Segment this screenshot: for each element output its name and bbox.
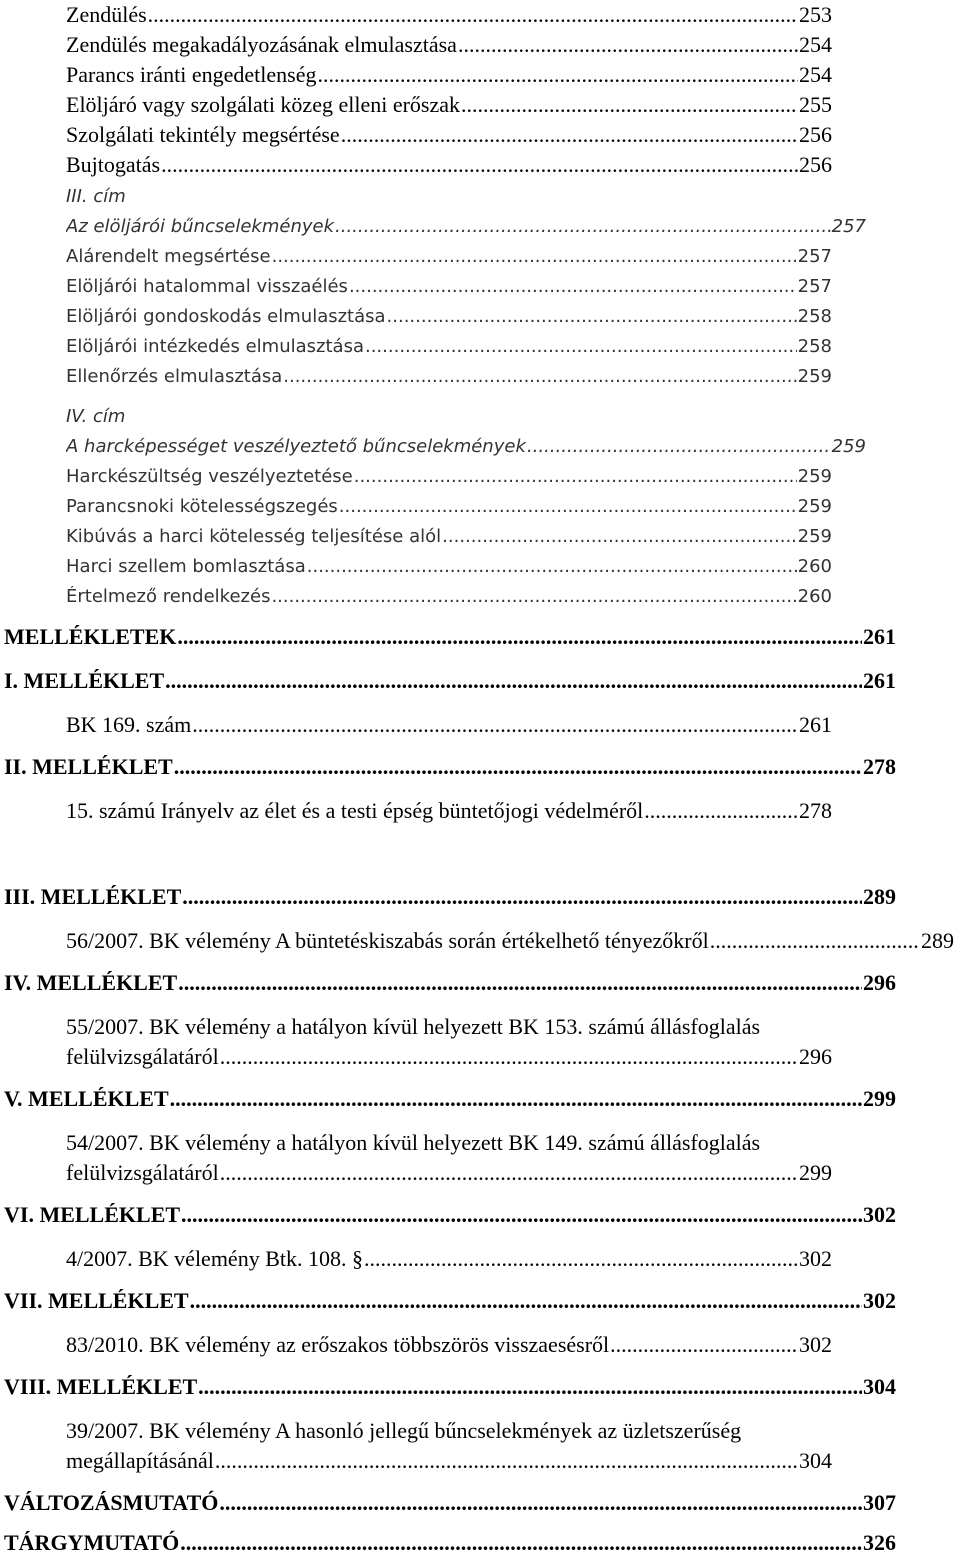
toc-entry <box>66 436 866 457</box>
toc-page-number: 307 <box>863 1490 896 1515</box>
toc-entry-text: VÁLTOZÁSMUTATÓ <box>4 1490 219 1515</box>
toc-entry <box>66 92 832 118</box>
toc-entry <box>66 246 832 267</box>
toc-page-number: 254 <box>799 32 832 57</box>
toc-page-number: 254 <box>799 62 832 87</box>
dot-leader <box>182 884 862 910</box>
toc-page-number: 302 <box>863 1202 896 1227</box>
toc-entry-text: Elöljáró vagy szolgálati közeg elleni erőszak <box>66 92 461 117</box>
dot-leader <box>339 496 797 517</box>
toc-entry-text: Alárendelt megsértése <box>66 246 271 267</box>
toc-entry <box>66 526 832 547</box>
toc-entry <box>66 466 832 487</box>
toc-page-number: 296 <box>799 1044 832 1069</box>
toc-entry-text: IV. MELLÉKLET <box>4 970 178 995</box>
toc-page-number: 261 <box>863 624 896 649</box>
dot-leader <box>220 1044 798 1070</box>
toc-entry-text: Elöljárói gondoskodás elmulasztása <box>66 306 386 327</box>
dot-leader <box>283 366 796 387</box>
toc-entry <box>66 336 832 357</box>
dot-leader <box>174 754 862 780</box>
toc-entry-text: 39/2007. BK vélemény A hasonló jellegű bűncselekmények az üzletszerűség <box>66 1418 742 1443</box>
toc-entry <box>66 276 832 297</box>
dot-leader <box>461 92 798 118</box>
toc-entry <box>4 1490 896 1516</box>
dot-leader <box>341 122 798 148</box>
toc-entry <box>66 152 832 178</box>
toc-page-number: 289 <box>863 884 896 909</box>
dot-leader <box>215 1448 798 1474</box>
toc-entry-text: Szolgálati tekintély megsértése <box>66 122 340 147</box>
toc-entry <box>66 496 832 517</box>
dot-leader <box>190 1288 862 1314</box>
toc-entry <box>66 366 832 387</box>
toc-entry <box>66 798 832 824</box>
toc-page-number: 259 <box>797 366 832 387</box>
dot-leader <box>644 798 798 824</box>
toc-entry <box>66 712 832 738</box>
dot-leader <box>219 1490 862 1516</box>
toc-entry <box>4 1086 896 1112</box>
dot-leader <box>165 668 862 694</box>
toc-entry-text: VII. MELLÉKLET <box>4 1288 189 1313</box>
dot-leader <box>349 276 797 297</box>
toc-entry-text: Zendülés megakadályozásának elmulasztása <box>66 32 457 57</box>
dot-leader <box>458 32 798 58</box>
toc-entry-text: Harci szellem bomlasztása <box>66 556 306 577</box>
dot-leader <box>354 466 797 487</box>
toc-page-number: 302 <box>863 1288 896 1313</box>
toc-page-number: 257 <box>797 246 832 267</box>
toc-entry-text: Bujtogatás <box>66 152 161 177</box>
toc-entry-text: Parancs iránti engedetlenség <box>66 62 317 87</box>
dot-leader <box>364 1246 798 1272</box>
toc-entry <box>4 884 896 910</box>
dot-leader <box>181 1202 862 1228</box>
toc-entry <box>66 216 866 237</box>
toc-entry-text: A harcképességet veszélyeztető bűncselekmények <box>66 436 526 457</box>
toc-entry-text: V. MELLÉKLET <box>4 1086 169 1111</box>
toc-page-number: 259 <box>797 526 832 547</box>
toc-entry <box>4 624 896 650</box>
toc-entry <box>66 2 832 28</box>
toc-page-number: 255 <box>799 92 832 117</box>
dot-leader <box>527 436 831 457</box>
toc-entry <box>66 928 954 954</box>
toc-entry <box>4 970 896 996</box>
toc-entry-text: felülvizsgálatáról <box>66 1160 219 1185</box>
toc-page-number: 253 <box>799 2 832 27</box>
toc-page-number: 258 <box>797 336 832 357</box>
toc-entry-text: 83/2010. BK vélemény az erőszakos többszörös visszaesésről <box>66 1332 610 1357</box>
toc-entry-text: 56/2007. BK vélemény A büntetéskiszabás során értékelhető tényezőkről <box>66 928 709 953</box>
toc-entry-text: Zendülés <box>66 2 147 27</box>
toc-page-number: 261 <box>863 668 896 693</box>
toc-entry <box>66 1160 832 1186</box>
toc-page-number: 302 <box>799 1332 832 1357</box>
dot-leader <box>387 306 797 327</box>
toc-page-number: 258 <box>797 306 832 327</box>
toc-entry <box>66 62 832 88</box>
toc-entry-text: VIII. MELLÉKLET <box>4 1374 198 1399</box>
dot-leader <box>317 62 798 88</box>
toc-entry <box>66 1448 832 1474</box>
toc-page-number: 289 <box>921 928 954 953</box>
toc-entry <box>4 1530 896 1556</box>
dot-leader <box>271 586 796 607</box>
toc-page-number: 261 <box>799 712 832 737</box>
section-heading: IV. cím <box>66 406 126 427</box>
toc-entry-text: I. MELLÉKLET <box>4 668 165 693</box>
dot-leader <box>335 216 831 237</box>
toc-entry-text: felülvizsgálatáról <box>66 1044 219 1069</box>
toc-entry <box>66 306 832 327</box>
dot-leader <box>170 1086 862 1112</box>
dot-leader <box>307 556 797 577</box>
toc-entry-text: Ellenőrzés elmulasztása <box>66 366 283 387</box>
toc-page-number: 299 <box>799 1160 832 1185</box>
toc-entry <box>66 1332 832 1358</box>
toc-page-number: 260 <box>797 556 832 577</box>
toc-page-number: 302 <box>799 1246 832 1271</box>
dot-leader <box>192 712 798 738</box>
toc-entry <box>4 1374 896 1400</box>
toc-entry-text: Értelmező rendelkezés <box>66 586 271 607</box>
toc-entry <box>4 1288 896 1314</box>
toc-entry-text: Az elöljárói bűncselekmények <box>66 216 334 237</box>
toc-entry <box>4 754 896 780</box>
dot-leader <box>198 1374 862 1400</box>
toc-page-number: 326 <box>863 1530 896 1555</box>
toc-entry-text: TÁRGYMUTATÓ <box>4 1530 180 1555</box>
toc-entry <box>66 122 832 148</box>
dot-leader <box>161 152 798 178</box>
toc-entry-text: 55/2007. BK vélemény a hatályon kívül helyezett BK 153. számú állásfoglalás <box>66 1014 761 1039</box>
toc-page-number: 260 <box>797 586 832 607</box>
toc-entry-text: 15. számú Irányelv az élet és a testi épség büntetőjogi védelméről <box>66 798 644 823</box>
toc-entry-text: II. MELLÉKLET <box>4 754 173 779</box>
toc-entry-text: BK 169. szám <box>66 712 192 737</box>
dot-leader <box>148 2 798 28</box>
toc-entry-text: Parancsnoki kötelességszegés <box>66 496 338 517</box>
toc-page-number: 299 <box>863 1086 896 1111</box>
dot-leader <box>178 970 862 996</box>
toc-page-number: 256 <box>799 152 832 177</box>
toc-page-number: 296 <box>863 970 896 995</box>
toc-entry-text: Kibúvás a harci kötelesség teljesítése alól <box>66 526 442 547</box>
dot-leader <box>442 526 796 547</box>
toc-page-number: 304 <box>863 1374 896 1399</box>
dot-leader <box>180 1530 862 1556</box>
dot-leader <box>710 928 920 954</box>
dot-leader <box>177 624 862 650</box>
toc-entry <box>4 1202 896 1228</box>
toc-entry-text: III. MELLÉKLET <box>4 884 182 909</box>
toc-entry-text: Elöljárói hatalommal visszaélés <box>66 276 348 297</box>
toc-entry-text: Harckészültség veszélyeztetése <box>66 466 353 487</box>
toc-page-number: 259 <box>797 466 832 487</box>
toc-entry-text: 4/2007. BK vélemény Btk. 108. § <box>66 1246 363 1271</box>
toc-page-number: 257 <box>831 216 866 237</box>
toc-page-number: 259 <box>797 496 832 517</box>
toc-entry-text: MELLÉKLETEK <box>4 624 177 649</box>
toc-page-number: 256 <box>799 122 832 147</box>
dot-leader <box>365 336 797 357</box>
toc-entry <box>66 556 832 577</box>
dot-leader <box>610 1332 798 1358</box>
toc-entry <box>66 32 832 58</box>
toc-entry <box>66 1044 832 1070</box>
toc-entry-text: megállapításánál <box>66 1448 214 1473</box>
toc-entry-text: VI. MELLÉKLET <box>4 1202 181 1227</box>
toc-entry <box>66 586 832 607</box>
toc-entry-text: Elöljárói intézkedés elmulasztása <box>66 336 364 357</box>
toc-page-number: 278 <box>799 798 832 823</box>
toc-entry <box>4 668 896 694</box>
toc-page-number: 257 <box>797 276 832 297</box>
toc-page-number: 278 <box>863 754 896 779</box>
toc-entry <box>66 1246 832 1272</box>
dot-leader <box>272 246 797 267</box>
dot-leader <box>220 1160 798 1186</box>
toc-page-number: 259 <box>831 436 866 457</box>
toc-entry-text: 54/2007. BK vélemény a hatályon kívül helyezett BK 149. számú állásfoglalás <box>66 1130 761 1155</box>
toc-page-number: 304 <box>799 1448 832 1473</box>
section-heading: III. cím <box>66 186 126 207</box>
